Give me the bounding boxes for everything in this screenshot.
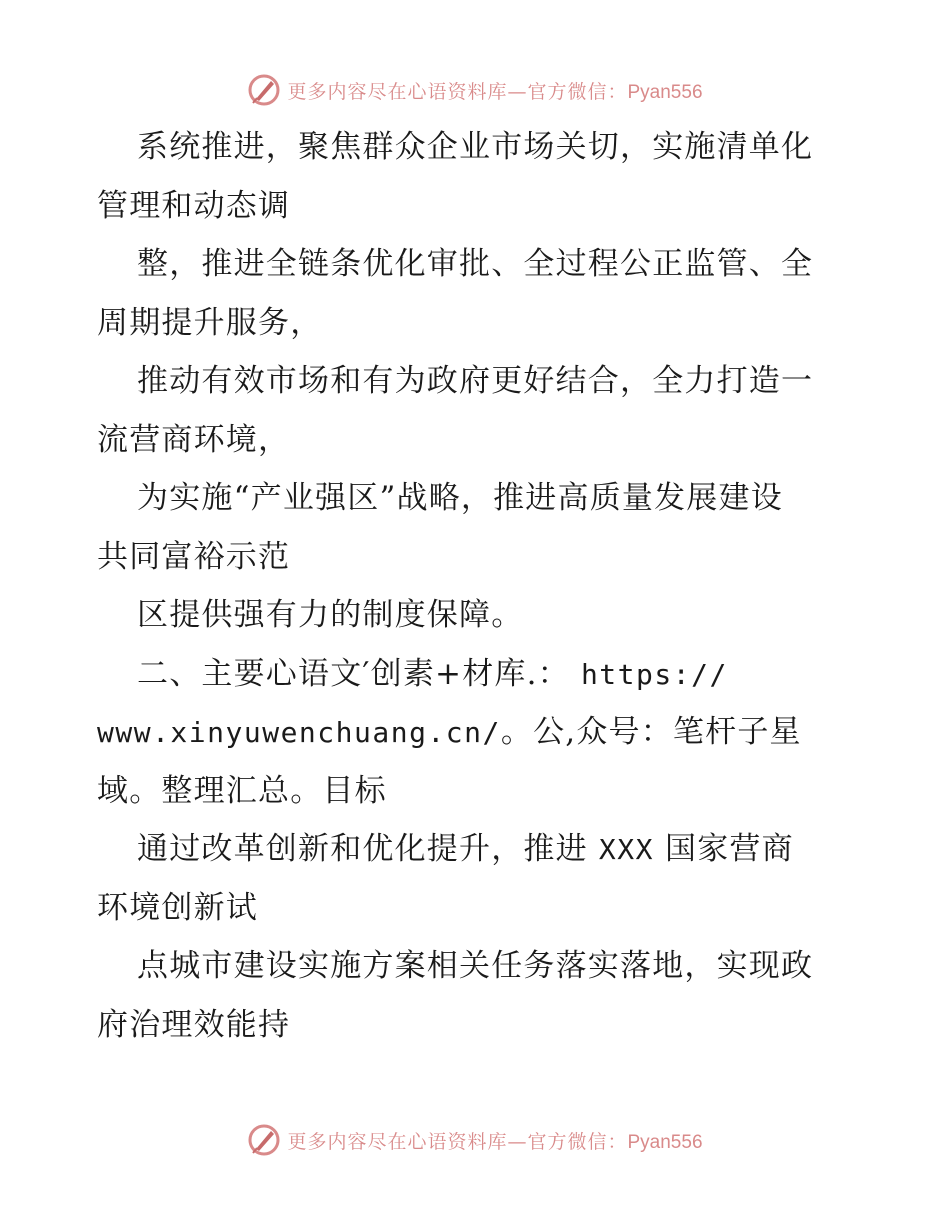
banner-wechat: Pyan556 [627,81,703,103]
text-line: 流营商环境， [97,421,291,458]
text-segment: 。公,众号：笔杆子星 [500,714,802,750]
header-banner [0,70,950,110]
banner-wechat: Pyan556 [627,1131,703,1153]
banner-text: 更多内容尽在心语资料库—官方微信：Pyan556 [287,1130,703,1153]
footer-banner [0,1120,950,1160]
quill-pen-circle-icon [247,1123,281,1157]
text-line: 周期提升服务， [97,304,323,341]
text-line [97,820,867,879]
text-line: 环境创新试 [97,889,258,926]
text-line: 共同富裕示范 [97,538,291,575]
text-segment: 通过改革创新和优化提升，推进 [137,831,588,867]
text-line: 为实施“产业强区”战略，推进高质量发展建设 [137,480,783,516]
text-line [97,703,867,762]
text-line: 推动有效市场和有为政府更好结合，全力打造一 [137,363,814,399]
code-segment: XXX [598,833,654,866]
text-segment: 国家营商 [665,831,794,867]
text-segment: 二、主要心语文′创素+材库.： [137,655,570,692]
text-line: 域。整理汇总。目标 [97,772,387,809]
document-body [97,118,867,1054]
url-segment: www.xinyuwenchuang.cn/ [97,716,501,749]
text-line: 府治理效能持 [97,1006,291,1043]
text-line: 管理和动态调 [97,187,291,224]
quill-pen-circle-icon [247,73,281,107]
text-line [97,645,867,704]
url-segment: https:// [580,657,728,691]
text-line: 点城市建设实施方案相关任务落实落地，实现政 [137,948,814,984]
text-line: 整，推进全链条优化审批、全过程公正监管、全 [137,246,814,282]
text-line: 区提供强有力的制度保障。 [137,597,524,633]
banner-text: 更多内容尽在心语资料库—官方微信：Pyan556 [287,80,703,103]
text-line: 系统推进，聚焦群众企业市场关切，实施清单化 [137,129,814,165]
